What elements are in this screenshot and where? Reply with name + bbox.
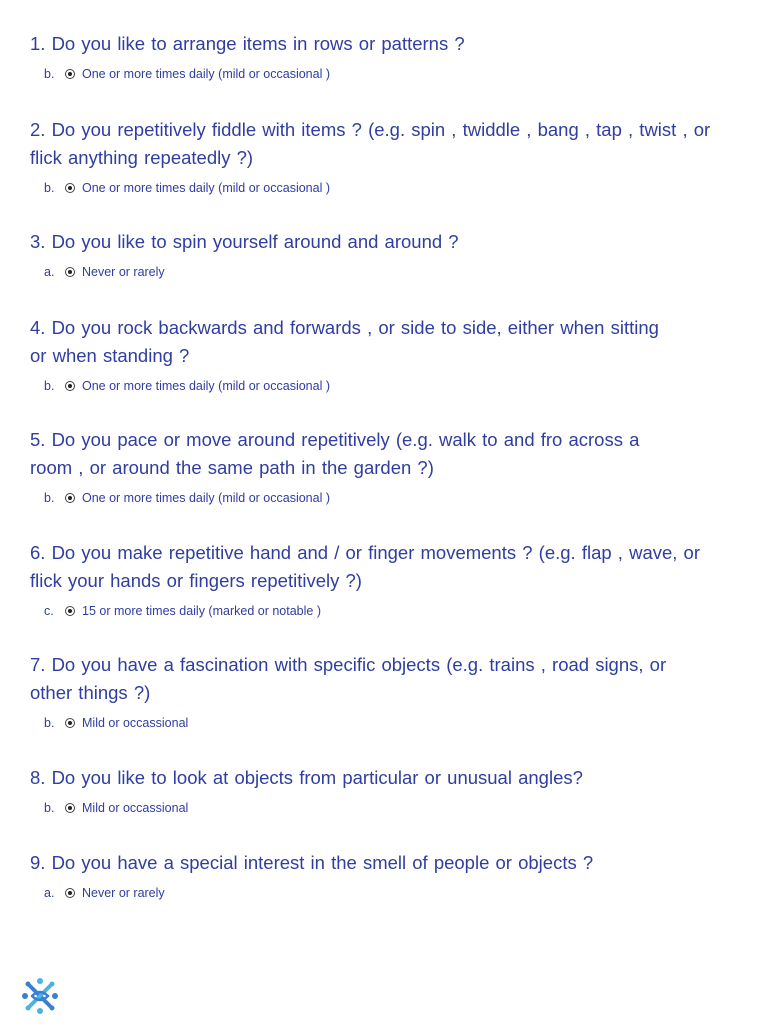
question-9-answer[interactable] [30,884,750,902]
radio-checked-icon[interactable] [65,267,75,277]
question-3 [30,228,750,281]
answer-letter: b. [44,801,55,815]
answer-letter: c. [44,604,54,618]
answer-label: One or more times daily (mild or occasional ) [82,181,330,195]
answer-label: One or more times daily (mild or occasional ) [82,379,330,393]
question-6-answer[interactable] [30,602,750,620]
question-9-text: 9. Do you have a special interest in the smell of people or objects ? [30,852,594,873]
radio-checked-icon[interactable] [65,69,75,79]
question-4-text-line-2: or when standing ? [30,345,190,366]
question-7 [30,651,750,732]
answer-label: Mild or occassional [82,716,189,730]
question-7-answer[interactable] [30,714,750,732]
question-2-text-line-1: 2. Do you repetitively fiddle with items ? (e.g. spin , twiddle , bang , tap , twist , or [30,119,711,140]
puzzle-people-logo-icon [20,976,60,1016]
radio-checked-icon[interactable] [65,888,75,898]
question-7-text-line-2: other things ?) [30,682,151,703]
question-5-text-line-2: room , or around the same path in the garden ?) [30,457,434,478]
radio-checked-icon[interactable] [65,718,75,728]
answer-label: Mild or occassional [82,801,189,815]
question-7-text-line-1: 7. Do you have a fascination with specific objects (e.g. trains , road signs, or [30,654,667,675]
question-6-text [30,539,750,595]
question-8-answer[interactable] [30,799,750,817]
question-7-text [30,651,750,707]
question-5 [30,426,750,507]
question-2-text [30,116,750,172]
question-2-answer[interactable] [30,179,750,197]
question-6-text-line-1: 6. Do you make repetitive hand and / or finger movements ? (e.g. flap , wave, or [30,542,701,563]
answer-label: 15 or more times daily (marked or notable ) [82,604,321,618]
question-3-answer[interactable] [30,263,750,281]
answer-letter: b. [44,67,55,81]
answer-letter: b. [44,181,55,195]
question-5-text-line-1: 5. Do you pace or move around repetitively (e.g. walk to and fro across a [30,429,640,450]
answer-letter: b. [44,716,55,730]
question-2 [30,116,750,197]
radio-checked-icon[interactable] [65,183,75,193]
answer-letter: a. [44,886,55,900]
question-4-text [30,314,750,370]
question-1 [30,30,750,83]
radio-checked-icon[interactable] [65,381,75,391]
answer-letter: b. [44,491,55,505]
question-5-text [30,426,750,482]
answer-letter: b. [44,379,55,393]
question-5-answer[interactable] [30,489,750,507]
question-2-text-line-2: flick anything repeatedly ?) [30,147,254,168]
question-1-answer[interactable] [30,65,750,83]
answer-label: One or more times daily (mild or occasional ) [82,67,330,81]
question-3-text: 3. Do you like to spin yourself around and around ? [30,231,459,252]
question-8 [30,764,750,817]
radio-checked-icon[interactable] [65,493,75,503]
answer-letter: a. [44,265,55,279]
answer-label: Never or rarely [82,886,165,900]
question-4-text-line-1: 4. Do you rock backwards and forwards , or side to side, either when sitting [30,317,659,338]
logo-graphic [20,976,60,1016]
radio-checked-icon[interactable] [65,803,75,813]
question-4-answer[interactable] [30,377,750,395]
radio-checked-icon[interactable] [65,606,75,616]
question-6 [30,539,750,620]
answer-label: One or more times daily (mild or occasional ) [82,491,330,505]
question-1-text: 1. Do you like to arrange items in rows or patterns ? [30,33,465,54]
question-4 [30,314,750,395]
answer-label: Never or rarely [82,265,165,279]
question-6-text-line-2: flick your hands or fingers repetitively ?) [30,570,362,591]
question-8-text: 8. Do you like to look at objects from particular or unusual angles? [30,767,583,788]
question-9 [30,849,750,902]
